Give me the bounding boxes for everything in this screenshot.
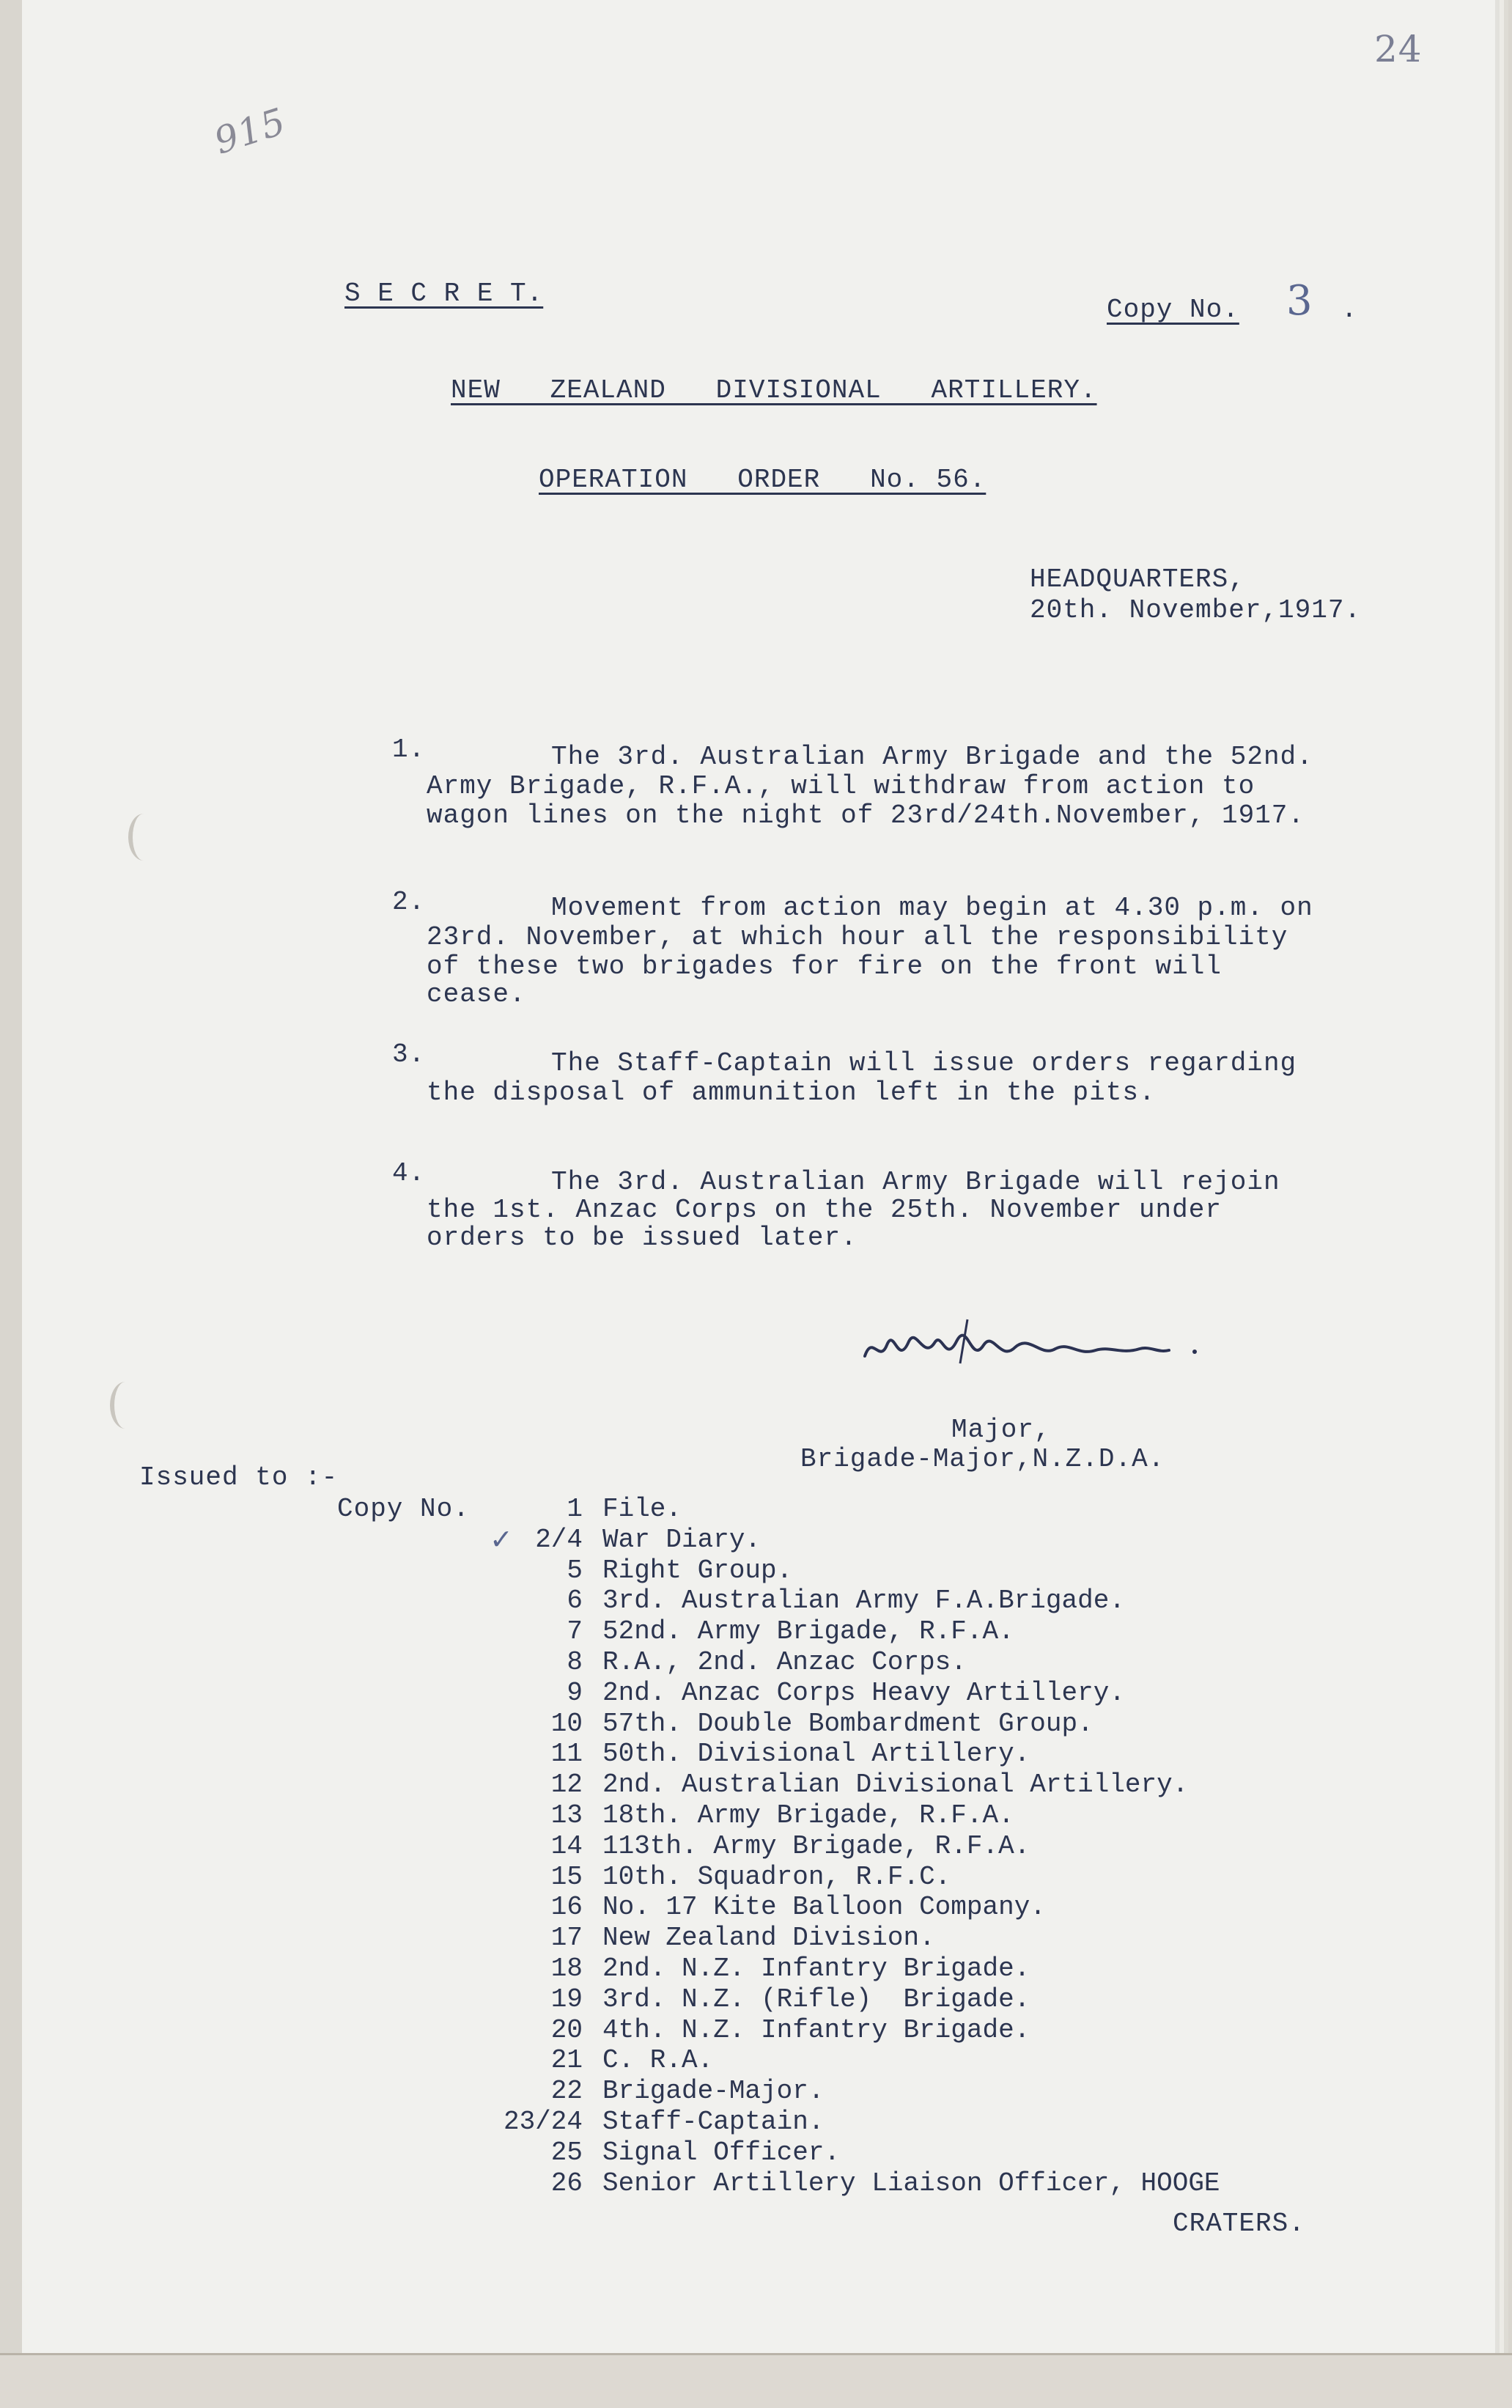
distribution-copy-number: 6 bbox=[567, 1586, 583, 1616]
tick-mark: ✓ bbox=[490, 1523, 514, 1555]
paragraph-line: the disposal of ammunition left in the pits. bbox=[427, 1078, 1156, 1108]
org-title: NEW ZEALAND DIVISIONAL ARTILLERY. bbox=[451, 375, 1097, 405]
headquarters-label: HEADQUARTERS, bbox=[1030, 564, 1245, 594]
copy-label: Copy No. bbox=[1107, 295, 1239, 325]
distribution-copy-number: 25 bbox=[550, 2138, 583, 2168]
paragraph-line: Movement from action may begin at 4.30 p.m. on bbox=[551, 893, 1313, 923]
paragraph-line: The 3rd. Australian Army Brigade and the 52nd. bbox=[551, 742, 1313, 772]
order-title: OPERATION ORDER No. 56. bbox=[539, 465, 987, 495]
paragraph-line: 23rd. November, at which hour all the responsibility bbox=[427, 922, 1288, 952]
distribution-continuation: CRATERS. bbox=[1173, 2209, 1305, 2239]
distribution-recipient: Right Group. bbox=[602, 1555, 793, 1586]
classification: S E C R E T. bbox=[344, 279, 544, 309]
distribution-copy-number: 18 bbox=[550, 1954, 583, 1984]
distribution-copy-number: 1 bbox=[567, 1494, 583, 1524]
distribution-copy-number: 16 bbox=[550, 1892, 583, 1922]
folio-stamp: 915 bbox=[209, 100, 291, 163]
distribution-recipient: 10th. Squadron, R.F.C. bbox=[602, 1862, 951, 1892]
distribution-recipient: Brigade-Major. bbox=[602, 2076, 825, 2106]
distribution-recipient: 52nd. Army Brigade, R.F.A. bbox=[602, 1616, 1014, 1646]
paragraph-line: wagon lines on the night of 23rd/24th.November, 1917. bbox=[427, 800, 1305, 831]
distribution-recipient: Staff-Captain. bbox=[602, 2107, 825, 2137]
distribution-copy-number: 5 bbox=[567, 1555, 583, 1586]
distribution-copy-number: 14 bbox=[550, 1831, 583, 1861]
distribution-recipient: 2nd. Anzac Corps Heavy Artillery. bbox=[602, 1678, 1125, 1708]
distribution-copy-number: 11 bbox=[550, 1739, 583, 1769]
distribution-copy-number: 19 bbox=[550, 1984, 583, 2014]
distribution-copy-number: 8 bbox=[567, 1647, 583, 1677]
distribution-copy-number: 22 bbox=[550, 2076, 583, 2106]
order-date: 20th. November,1917. bbox=[1030, 595, 1362, 625]
signatory-title: Brigade-Major,N.Z.D.A. bbox=[800, 1444, 1165, 1474]
distribution-copy-number: 21 bbox=[550, 2045, 583, 2075]
paragraph-line: orders to be issued later. bbox=[427, 1223, 858, 1253]
paragraph-line: the 1st. Anzac Corps on the 25th. November under bbox=[427, 1195, 1222, 1225]
distribution-recipient: 113th. Army Brigade, R.F.A. bbox=[602, 1831, 1030, 1861]
distribution-copy-number: 15 bbox=[550, 1862, 583, 1892]
signature-scribble bbox=[858, 1312, 1224, 1378]
paragraph-line: The Staff-Captain will issue orders regarding bbox=[551, 1048, 1297, 1078]
distribution-recipient: 3rd. N.Z. (Rifle) Brigade. bbox=[602, 1984, 1030, 2014]
paragraph-line: The 3rd. Australian Army Brigade will rejoin bbox=[551, 1167, 1280, 1197]
distribution-copy-number: 26 bbox=[550, 2168, 583, 2198]
underlying-pages bbox=[0, 2353, 1512, 2408]
paragraph-line: of these two brigades for fire on the front will bbox=[427, 951, 1222, 982]
distribution-recipient: C. R.A. bbox=[602, 2045, 714, 2075]
paragraph-number: 3. bbox=[392, 1039, 426, 1069]
paragraph-number: 1. bbox=[392, 734, 426, 765]
distribution-copy-number: 9 bbox=[567, 1678, 583, 1708]
distribution-heading: Issued to :- bbox=[139, 1462, 339, 1492]
document-page bbox=[22, 0, 1495, 2364]
distribution-copy-number: 10 bbox=[550, 1709, 583, 1739]
distribution-recipient: R.A., 2nd. Anzac Corps. bbox=[602, 1647, 967, 1677]
distribution-recipient: Senior Artillery Liaison Officer, HOOGE bbox=[602, 2168, 1220, 2198]
distribution-recipient: File. bbox=[602, 1494, 682, 1524]
signatory-rank: Major, bbox=[951, 1415, 1051, 1445]
distribution-recipient: 18th. Army Brigade, R.F.A. bbox=[602, 1800, 1014, 1830]
punch-hole bbox=[110, 1382, 141, 1429]
distribution-recipient: No. 17 Kite Balloon Company. bbox=[602, 1892, 1046, 1922]
distribution-copy-number: 17 bbox=[550, 1923, 583, 1953]
distribution-copy-number: 23/24 bbox=[503, 2107, 583, 2137]
distribution-copy-number: 20 bbox=[550, 2015, 583, 2045]
paragraph-line: cease. bbox=[427, 979, 526, 1009]
distribution-recipient: 4th. N.Z. Infantry Brigade. bbox=[602, 2015, 1030, 2045]
paragraph-number: 2. bbox=[392, 887, 426, 917]
paragraph-number: 4. bbox=[392, 1158, 426, 1188]
distribution-copy-label: Copy No. bbox=[337, 1494, 470, 1524]
distribution-copy-number: 13 bbox=[550, 1800, 583, 1830]
distribution-recipient: 2nd. N.Z. Infantry Brigade. bbox=[602, 1954, 1030, 1984]
distribution-recipient: War Diary. bbox=[602, 1525, 761, 1555]
distribution-copy-number: 7 bbox=[567, 1616, 583, 1646]
paragraph-line: Army Brigade, R.F.A., will withdraw from action to bbox=[427, 771, 1255, 801]
page-number: 24 bbox=[1374, 28, 1423, 70]
distribution-recipient: 50th. Divisional Artillery. bbox=[602, 1739, 1030, 1769]
copy-suffix: . bbox=[1341, 295, 1358, 325]
distribution-recipient: 2nd. Australian Divisional Artillery. bbox=[602, 1770, 1189, 1800]
distribution-copy-number: 12 bbox=[550, 1770, 583, 1800]
distribution-recipient: New Zealand Division. bbox=[602, 1923, 935, 1953]
distribution-recipient: 3rd. Australian Army F.A.Brigade. bbox=[602, 1586, 1125, 1616]
distribution-recipient: 57th. Double Bombardment Group. bbox=[602, 1709, 1094, 1739]
distribution-recipient: Signal Officer. bbox=[602, 2138, 841, 2168]
distribution-copy-number: 2/4 bbox=[535, 1525, 583, 1555]
copy-number: 3 bbox=[1286, 277, 1313, 325]
punch-hole bbox=[128, 814, 159, 861]
